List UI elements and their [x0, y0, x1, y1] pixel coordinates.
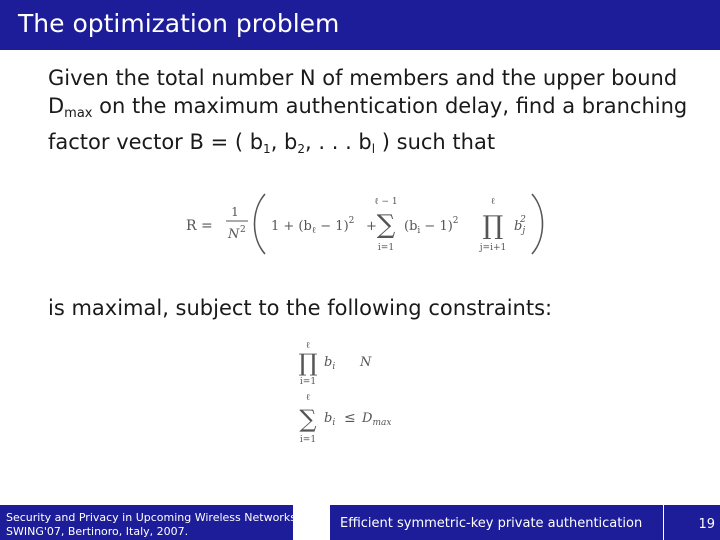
- product-term-subscript: j: [522, 226, 526, 236]
- vector-text-b: , b: [270, 130, 298, 154]
- statement-line-2: [48, 92, 708, 128]
- dmax-subscript: max: [64, 106, 93, 121]
- constraint-sum-term: [324, 411, 335, 428]
- footer-conference: [6, 511, 296, 539]
- vector-sub-l: l: [371, 142, 376, 156]
- constraint-product-term: [324, 355, 335, 372]
- fraction-denominator-exponent: 2: [240, 225, 246, 235]
- product-lower-limit: j=i+1: [479, 243, 507, 253]
- constraints-intro: is maximal, subject to the following constraints:: [48, 296, 553, 320]
- statement-line-3: [48, 128, 708, 163]
- sum-upper-limit: ℓ − 1: [374, 197, 398, 207]
- statement-line-1: [48, 64, 708, 92]
- vector-text-a: factor vector B = ( b: [48, 130, 264, 154]
- page-number: 19: [698, 517, 715, 532]
- right-paren: [532, 194, 543, 254]
- first-term-open: 1 + (b: [271, 219, 312, 234]
- footer-conference-line-2: SWING'07, Bertinoro, Italy, 2007.: [6, 525, 189, 538]
- formula-lhs: R =: [186, 218, 213, 234]
- footer-page-box: [664, 505, 720, 540]
- sum-lower-limit: i=1: [377, 243, 395, 253]
- sum-term: [404, 216, 459, 236]
- statement-line-2-text: on the maximum authentication delay, find a branching: [92, 94, 688, 118]
- constraint-product-lower-limit: i=1: [299, 377, 317, 387]
- vector-sub-2: 2: [297, 142, 306, 156]
- sum-term-tail: − 1): [420, 219, 453, 234]
- constraint-sum-symbol: ∑: [299, 405, 317, 433]
- slide-title: The optimization problem: [18, 9, 340, 38]
- sum-term-open: (b: [404, 219, 418, 234]
- plus-sign: +: [366, 219, 377, 234]
- fraction-numerator: 1: [231, 205, 239, 219]
- product-upper-limit: ℓ: [490, 197, 496, 207]
- product-term: [514, 215, 526, 236]
- problem-statement: [48, 64, 708, 163]
- first-term: [271, 216, 354, 236]
- dmax-symbol: D: [48, 94, 65, 118]
- sum-term-subscript: i: [417, 226, 421, 236]
- vector-sub-1: 1: [263, 142, 271, 156]
- first-term-subscript: ℓ: [311, 226, 317, 236]
- constraint-sum-subscript: i: [332, 418, 336, 428]
- footer-title-box: [330, 505, 663, 540]
- product-term-base: b: [514, 219, 523, 234]
- constraint-product-base: b: [324, 355, 333, 370]
- constraint-dmax-subscript: max: [372, 418, 392, 428]
- footer-conference-line-1: Security and Privacy in Upcoming Wireless Networks: [6, 511, 296, 524]
- constraint-product-upper-limit: ℓ: [305, 341, 311, 351]
- left-paren: [255, 194, 266, 254]
- footer-talk-title: Efficient symmetric-key private authentication: [340, 516, 643, 531]
- fraction-denominator: N: [228, 227, 240, 242]
- first-term-tail: − 1): [316, 219, 349, 234]
- statement-line-1-text: Given the total number N of members and the upper bound: [48, 66, 678, 90]
- constraint-sum-base: b: [324, 411, 333, 426]
- footer-conference-box: [0, 505, 296, 540]
- constraint-dmax-base: D: [362, 411, 373, 426]
- title-bar: [0, 0, 720, 50]
- constraint-sum-lower-limit: i=1: [299, 435, 317, 445]
- constraint-product-symbol: ∏: [298, 349, 318, 377]
- constraint-dmax: [361, 411, 391, 428]
- product-term-exponent: 2: [520, 215, 526, 225]
- vector-text-c: , . . . b: [305, 130, 372, 154]
- sum-term-exponent: 2: [452, 216, 459, 226]
- vector-text-d: ) such that: [375, 130, 496, 154]
- constraint-product-subscript: i: [332, 362, 336, 372]
- constraint-relation: ≤: [344, 410, 356, 426]
- constraint-sum-upper-limit: ℓ: [305, 393, 311, 403]
- sum-symbol: ∑: [376, 210, 396, 240]
- constraints-formula: [290, 338, 430, 448]
- constraint-product-rhs: N: [360, 355, 372, 370]
- first-term-exponent: 2: [348, 216, 355, 226]
- objective-formula: [180, 188, 550, 260]
- product-symbol: ∏: [482, 211, 504, 241]
